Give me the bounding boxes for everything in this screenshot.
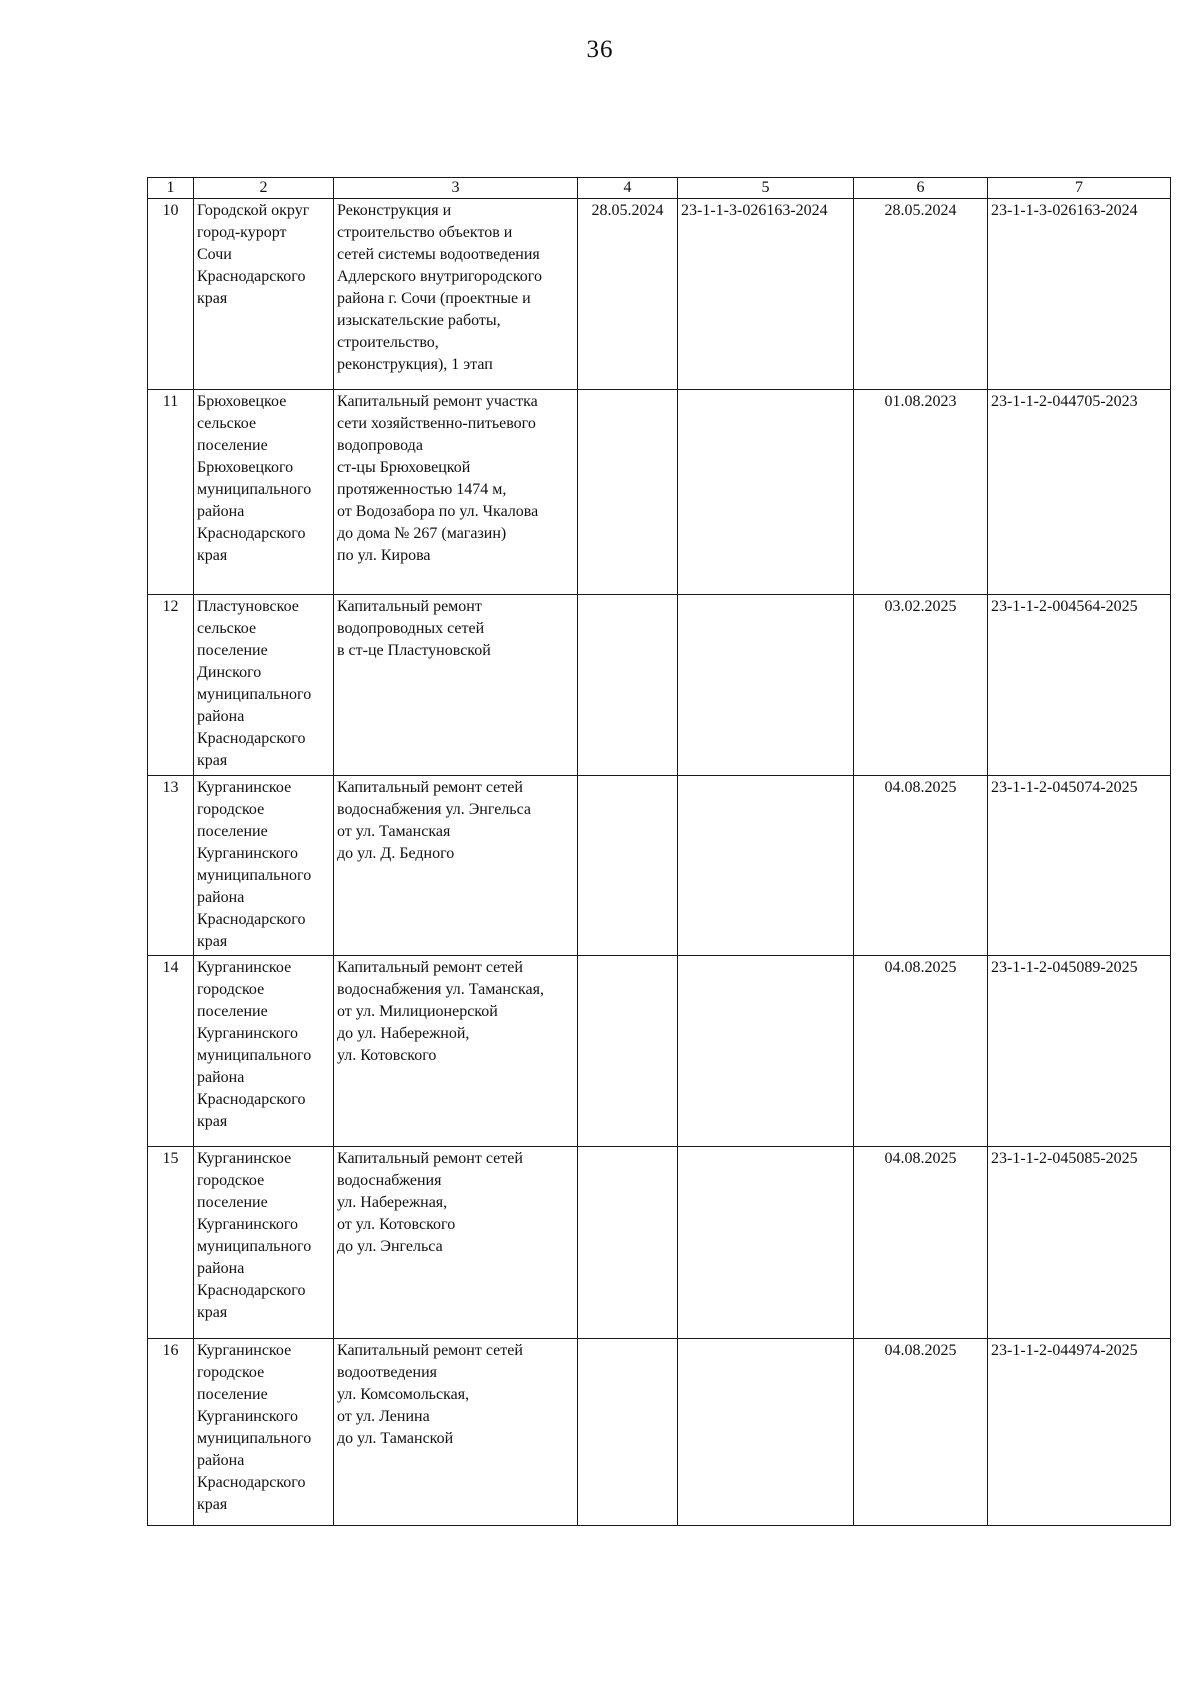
date-cell-col4: 28.05.2024 (578, 199, 678, 390)
object-cell-line: Капитальный ремонт (337, 598, 482, 615)
header-cell-6: 6 (854, 178, 988, 199)
date-cell-col6: 04.08.2025 (854, 956, 988, 1147)
row-number-cell: 16 (148, 1339, 194, 1526)
date-cell-col6: 03.02.2025 (854, 595, 988, 776)
row-number-cell: 14 (148, 956, 194, 1147)
object-cell-line: Капитальный ремонт сетей (337, 959, 523, 976)
code-cell-col7: 23-1-1-2-045074-2025 (988, 776, 1171, 956)
code-cell-col5 (678, 1147, 854, 1339)
code-cell-col7: 23-1-1-2-044974-2025 (988, 1339, 1171, 1526)
municipality-cell (194, 956, 334, 1147)
municipality-cell-line: края (197, 752, 228, 769)
object-cell-line: сети хозяйственно-питьевого (337, 415, 536, 432)
code-cell-col5 (678, 1339, 854, 1526)
municipality-cell-line: Курганинского (197, 845, 299, 862)
table-row (148, 390, 1171, 595)
municipality-cell (194, 595, 334, 776)
row-number-cell: 12 (148, 595, 194, 776)
object-cell (334, 390, 578, 595)
date-cell-col4 (578, 776, 678, 956)
municipality-cell-line: поселение (197, 1194, 268, 1211)
date-cell-col6: 01.08.2023 (854, 390, 988, 595)
object-cell-line: водоснабжения ул. Таманская, (337, 981, 544, 998)
municipality-cell-line: района (197, 1069, 245, 1086)
object-cell-line: водоснабжения (337, 1172, 442, 1189)
object-cell-line: до ул. Таманской (337, 1430, 454, 1447)
header-cell-4: 4 (578, 178, 678, 199)
code-cell-col5 (678, 776, 854, 956)
municipality-cell-line: края (197, 547, 228, 564)
municipality-cell-line: Городской округ (197, 202, 310, 219)
object-cell-line: Капитальный ремонт сетей (337, 779, 523, 796)
object-cell-line: ул. Набережная, (337, 1194, 448, 1211)
municipality-cell-line: муниципального (197, 1047, 312, 1064)
object-cell-line: по ул. Кирова (337, 547, 431, 564)
object-cell-line: до ул. Набережной, (337, 1025, 470, 1042)
municipality-cell-line: муниципального (197, 1238, 312, 1255)
object-cell-line: Капитальный ремонт сетей (337, 1150, 523, 1167)
date-cell-col6: 28.05.2024 (854, 199, 988, 390)
municipality-cell-line: Краснодарского (197, 268, 306, 285)
table-row (148, 1339, 1171, 1526)
row-number-cell: 10 (148, 199, 194, 390)
date-cell-col6: 04.08.2025 (854, 776, 988, 956)
municipality-cell-line: Сочи (197, 246, 232, 263)
object-cell-line: изыскательские работы, (337, 312, 501, 329)
municipality-cell-line: края (197, 1304, 228, 1321)
table-row (148, 776, 1171, 956)
object-cell-line: Капитальный ремонт сетей (337, 1342, 523, 1359)
municipality-cell-line: Динского (197, 664, 262, 681)
object-cell-line: протяженностью 1474 м, (337, 481, 507, 498)
object-cell-line: до дома № 267 (магазин) (337, 525, 507, 542)
municipality-cell-line: края (197, 1496, 228, 1513)
municipality-cell-line: муниципального (197, 686, 312, 703)
date-cell-col4 (578, 390, 678, 595)
header-row (148, 178, 1171, 199)
date-cell-col4 (578, 956, 678, 1147)
table-row (148, 1147, 1171, 1339)
object-cell-line: от ул. Таманская (337, 823, 451, 840)
date-cell-col4 (578, 595, 678, 776)
municipality-cell (194, 776, 334, 956)
municipality-cell-line: Краснодарского (197, 911, 306, 928)
object-cell-line: ул. Котовского (337, 1047, 437, 1064)
object-cell-line: ст-цы Брюховецкой (337, 459, 471, 476)
code-cell-col7: 23-1-1-2-044705-2023 (988, 390, 1171, 595)
date-cell-col4 (578, 1339, 678, 1526)
municipality-cell-line: Краснодарского (197, 1091, 306, 1108)
object-cell (334, 776, 578, 956)
code-cell-col7: 23-1-1-2-045085-2025 (988, 1147, 1171, 1339)
municipality-cell (194, 390, 334, 595)
table-row (148, 956, 1171, 1147)
municipality-cell-line: Брюховецкого (197, 459, 294, 476)
date-cell-col6: 04.08.2025 (854, 1339, 988, 1526)
object-cell (334, 199, 578, 390)
data-table (147, 177, 1171, 1526)
municipality-cell-line: Курганинское (197, 959, 292, 976)
municipality-cell-line: поселение (197, 1386, 268, 1403)
municipality-cell-line: городское (197, 1172, 265, 1189)
municipality-cell-line: поселение (197, 823, 268, 840)
municipality-cell-line: сельское (197, 415, 257, 432)
code-cell-col5 (678, 390, 854, 595)
header-cell-3: 3 (334, 178, 578, 199)
code-cell-col7: 23-1-1-2-004564-2025 (988, 595, 1171, 776)
row-number-cell: 15 (148, 1147, 194, 1339)
object-cell-line: водоснабжения ул. Энгельса (337, 801, 531, 818)
code-cell-col5 (678, 595, 854, 776)
code-cell-col7: 23-1-1-3-026163-2024 (988, 199, 1171, 390)
municipality-cell-line: района (197, 503, 245, 520)
municipality-cell-line: Брюховецкое (197, 393, 287, 410)
municipality-cell-line: муниципального (197, 867, 312, 884)
table-body (148, 199, 1171, 1526)
municipality-cell-line: сельское (197, 620, 257, 637)
object-cell-line: строительство объектов и (337, 224, 513, 241)
object-cell-line: от ул. Милиционерской (337, 1003, 498, 1020)
object-cell-line: до ул. Энгельса (337, 1238, 443, 1255)
header-cell-7: 7 (988, 178, 1171, 199)
table-row (148, 595, 1171, 776)
municipality-cell-line: муниципального (197, 1430, 312, 1447)
header-cell-2: 2 (194, 178, 334, 199)
object-cell-line: водоотведения (337, 1364, 437, 1381)
object-cell-line: водопроводных сетей (337, 620, 485, 637)
municipality-cell-line: Курганинского (197, 1408, 299, 1425)
municipality-cell-line: поселение (197, 437, 268, 454)
object-cell-line: водопровода (337, 437, 423, 454)
municipality-cell-line: района (197, 1260, 245, 1277)
object-cell-line: Реконструкция и (337, 202, 452, 219)
object-cell (334, 1147, 578, 1339)
municipality-cell-line: Краснодарского (197, 730, 306, 747)
object-cell-line: от ул. Ленина (337, 1408, 430, 1425)
header-cell-1: 1 (148, 178, 194, 199)
municipality-cell-line: края (197, 290, 228, 307)
object-cell-line: в ст-це Пластуновской (337, 642, 491, 659)
object-cell-line: реконструкция), 1 этап (337, 356, 493, 373)
date-cell-col4 (578, 1147, 678, 1339)
municipality-cell-line: Курганинское (197, 1150, 292, 1167)
row-number-cell: 11 (148, 390, 194, 595)
municipality-cell-line: района (197, 889, 245, 906)
page-number: 36 (586, 36, 614, 63)
municipality-cell (194, 199, 334, 390)
municipality-cell-line: Краснодарского (197, 1474, 306, 1491)
object-cell-line: Адлерского внутригородского (337, 268, 542, 285)
code-cell-col7: 23-1-1-2-045089-2025 (988, 956, 1171, 1147)
object-cell-line: района г. Сочи (проектные и (337, 290, 531, 307)
municipality-cell-line: района (197, 708, 245, 725)
municipality-cell-line: городское (197, 981, 265, 998)
municipality-cell-line: Краснодарского (197, 525, 306, 542)
municipality-cell-line: городское (197, 1364, 265, 1381)
municipality-cell-line: Краснодарского (197, 1282, 306, 1299)
municipality-cell (194, 1339, 334, 1526)
municipality-cell-line: Курганинского (197, 1216, 299, 1233)
municipality-cell-line: края (197, 933, 228, 950)
object-cell-line: Капитальный ремонт участка (337, 393, 538, 410)
code-cell-col5 (678, 956, 854, 1147)
municipality-cell-line: поселение (197, 1003, 268, 1020)
object-cell-line: сетей системы водоотведения (337, 246, 540, 263)
municipality-cell-line: района (197, 1452, 245, 1469)
row-number-cell: 13 (148, 776, 194, 956)
municipality-cell-line: Курганинское (197, 1342, 292, 1359)
municipality-cell-line: Курганинского (197, 1025, 299, 1042)
date-cell-col6: 04.08.2025 (854, 1147, 988, 1339)
municipality-cell-line: поселение (197, 642, 268, 659)
table-row (148, 199, 1171, 390)
object-cell-line: от Водозабора по ул. Чкалова (337, 503, 539, 520)
municipality-cell (194, 1147, 334, 1339)
municipality-cell-line: город-курорт (197, 224, 287, 241)
object-cell (334, 595, 578, 776)
code-cell-col5: 23-1-1-3-026163-2024 (678, 199, 854, 390)
object-cell-line: строительство, (337, 334, 439, 351)
header-cell-5: 5 (678, 178, 854, 199)
municipality-cell-line: городское (197, 801, 265, 818)
municipality-cell-line: Пластуновское (197, 598, 299, 615)
object-cell (334, 1339, 578, 1526)
object-cell-line: до ул. Д. Бедного (337, 845, 455, 862)
object-cell-line: ул. Комсомольская, (337, 1386, 470, 1403)
municipality-cell-line: края (197, 1113, 228, 1130)
object-cell-line: от ул. Котовского (337, 1216, 456, 1233)
municipality-cell-line: Курганинское (197, 779, 292, 796)
municipality-cell-line: муниципального (197, 481, 312, 498)
object-cell (334, 956, 578, 1147)
